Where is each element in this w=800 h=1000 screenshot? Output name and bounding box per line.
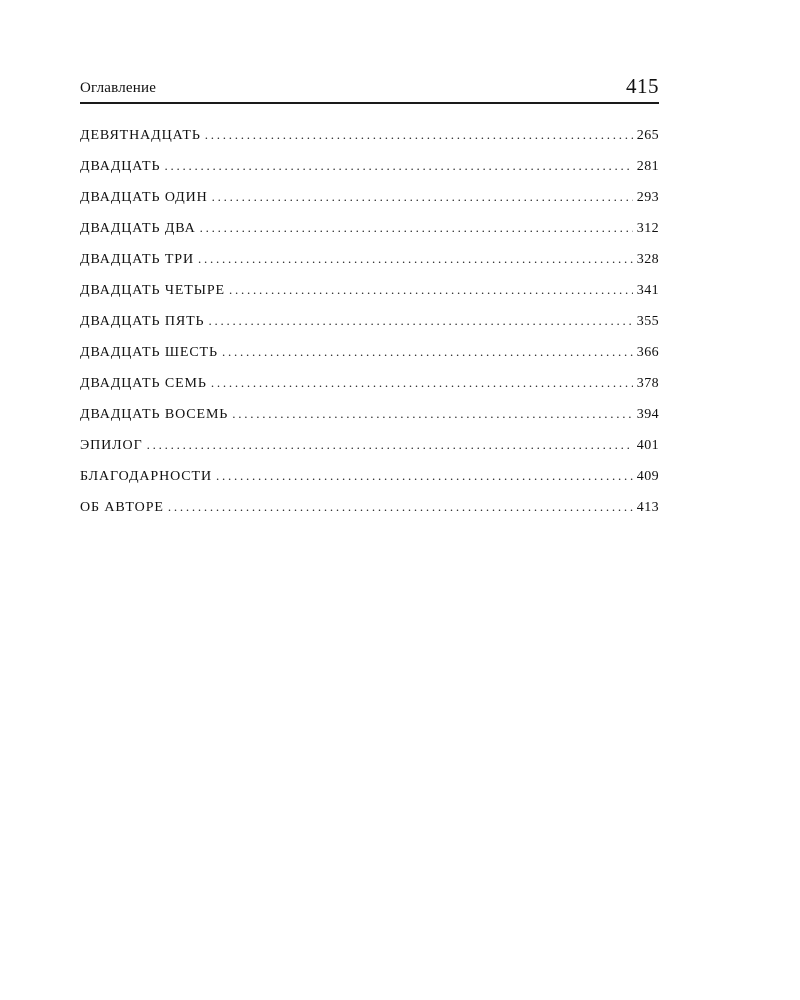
toc-entry-title: ДВАДЦАТЬ <box>80 159 161 174</box>
toc-entry[interactable] <box>80 189 659 220</box>
dot-leader <box>232 406 633 422</box>
running-title: Оглавление <box>80 80 157 96</box>
toc-entry[interactable] <box>80 282 659 313</box>
dot-leader <box>222 344 633 360</box>
toc-entry-page: 293 <box>636 190 659 205</box>
toc-entry-page: 281 <box>636 159 659 174</box>
toc-entry-page: 341 <box>636 283 659 298</box>
dot-leader <box>212 189 633 205</box>
toc-entry-page: 265 <box>636 128 659 143</box>
dot-leader <box>200 220 633 236</box>
toc-entry-title: ДВАДЦАТЬ ТРИ <box>80 252 194 267</box>
toc-entry-title: ДВАДЦАТЬ ОДИН <box>80 190 208 205</box>
toc-entry-title: БЛАГОДАРНОСТИ <box>80 469 212 484</box>
toc-entry-page: 312 <box>636 221 659 236</box>
toc-entry-title: ОБ АВТОРЕ <box>80 500 164 515</box>
toc-entry-title: ЭПИЛОГ <box>80 438 143 453</box>
dot-leader <box>147 437 633 453</box>
toc-entry[interactable] <box>80 158 659 189</box>
toc-entry-page: 328 <box>636 252 659 267</box>
running-head <box>80 74 659 104</box>
dot-leader <box>216 468 633 484</box>
toc-entry-page: 366 <box>636 345 659 360</box>
toc-entry[interactable] <box>80 406 659 437</box>
toc-entry-title: ДВАДЦАТЬ ШЕСТЬ <box>80 345 218 360</box>
toc-entry-title: ДВАДЦАТЬ СЕМЬ <box>80 376 207 391</box>
toc-entry[interactable] <box>80 313 659 344</box>
dot-leader <box>211 375 633 391</box>
dot-leader <box>209 313 633 329</box>
dot-leader <box>164 158 632 174</box>
toc-entry[interactable] <box>80 344 659 375</box>
toc-entry-page: 355 <box>636 314 659 329</box>
table-of-contents <box>80 127 659 530</box>
dot-leader <box>168 499 633 515</box>
toc-entry[interactable] <box>80 375 659 406</box>
toc-entry[interactable] <box>80 220 659 251</box>
toc-entry-page: 401 <box>636 438 659 453</box>
dot-leader <box>229 282 633 298</box>
toc-entry-title: ДВАДЦАТЬ ДВА <box>80 221 196 236</box>
dot-leader <box>205 127 633 143</box>
toc-entry[interactable] <box>80 251 659 282</box>
toc-entry-title: ДЕВЯТНАДЦАТЬ <box>80 128 201 143</box>
toc-entry-title: ДВАДЦАТЬ ЧЕТЫРЕ <box>80 283 225 298</box>
toc-entry[interactable] <box>80 468 659 499</box>
page-number: 415 <box>626 74 659 98</box>
toc-entry-page: 413 <box>636 500 659 515</box>
toc-entry-page: 394 <box>636 407 659 422</box>
toc-entry-title: ДВАДЦАТЬ ВОСЕМЬ <box>80 407 229 422</box>
toc-entry-page: 378 <box>636 376 659 391</box>
toc-entry-title: ДВАДЦАТЬ ПЯТЬ <box>80 314 205 329</box>
toc-entry-page: 409 <box>636 469 659 484</box>
toc-entry[interactable] <box>80 437 659 468</box>
toc-entry[interactable] <box>80 127 659 158</box>
dot-leader <box>198 251 633 267</box>
toc-entry[interactable] <box>80 499 659 530</box>
